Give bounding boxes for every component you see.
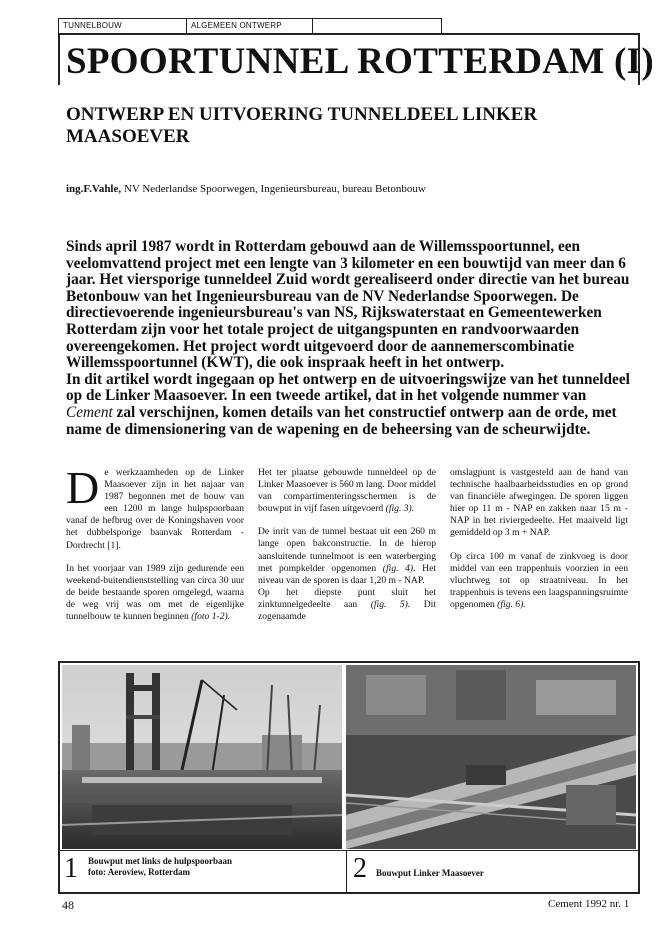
figure-reference-5: (fig. 5). [370, 598, 411, 610]
caption-1-line-1: Bouwput met links de hulpspoorbaan [88, 856, 233, 866]
drop-cap: D [66, 462, 100, 513]
caption-1 [88, 856, 338, 878]
author-line [66, 183, 426, 195]
figure-reference-6: (fig. 6). [497, 598, 526, 610]
journal-issue: Cement 1992 nr. 1 [548, 898, 630, 910]
caption-1-line-2: foto: Aeroview, Rotterdam [88, 867, 191, 877]
caption-1-number-text: 1 [64, 853, 78, 884]
column2-p1-text: Het ter plaatse gebouwde tunneldeel op de Linker Maasoever is 560 m lang. Door middel van compartimenteringsschermen is de bouwput in vijf fasen uitgevoerd [258, 467, 436, 515]
page-number: 48 [62, 898, 74, 912]
column2-p1 [258, 467, 436, 515]
author-name: ing.F.Vahle, [66, 183, 122, 195]
column3-p1: omslagpunt is vastgesteld aan de hand van technische haalbaarheidsstudies en op grond van financiële afwegingen. De sporen liggen hier op 11 m - NAP en zakken naar 15 m - NAP in het riviergedeelte. Het maaiveld ligt gemiddeld op 3 m + NAP. [450, 467, 628, 539]
section-tab-algemeen-ontwerp: ALGEMEEN ONTWERP [187, 19, 313, 33]
column2-p2 [258, 526, 436, 586]
caption-2-number-text: 2 [353, 853, 367, 884]
photo-construction-pit-aerial [346, 665, 636, 849]
column3-p2-text: Op circa 100 m vanaf de zinkvoeg is door middel van een trappenhuis voorzien in een vluchtweg tot op straatniveau. In het trappenhuis is tevens een laagspanningsruimte opgenomen [450, 550, 628, 610]
column2-p3 [258, 587, 436, 623]
figure-reference-3: (fig. 3). [385, 503, 415, 515]
column1-p2-text: In het voorjaar van 1989 zijn gedurende een weekend-buitendienststelling van circa 30 uur de beide bestaande sporen omgelegd, waarna de weg vrij was om met de eigenlijke tunnelbouw te kunnen beginnen [66, 562, 244, 623]
lead-p2-text-a: In dit artikel wordt ingegaan op het ontwerp en de uitvoeringswijze van het tunneldeel op de Linker Maasoever. In een tweede artikel, dat in het volgende nummer van [66, 370, 630, 405]
caption-2-line-1: Bouwput Linker Maasoever [376, 868, 484, 878]
photo-construction-pit-left [62, 665, 342, 849]
article-title: SPOORTUNNEL ROTTERDAM (I) [66, 41, 654, 82]
photo-2-image [346, 665, 636, 849]
lead-p2 [66, 372, 632, 438]
author-affiliation: NV Nederlandse Spoorwegen, Ingenieursbureau, bureau Betonbouw [123, 183, 426, 195]
column1-p1-text: e werkzaamheden op de Linker Maasoever zijn in het najaar van 1987 begonnen met de bouw van een 1200 m lange hulpspoorbaan vanaf de hefbrug over de Koningshaven voor het dubbelsporige baanvak Rotterdam - Dordrecht [1]. [66, 467, 244, 551]
lead-p2-text-b: zal verschijnen, komen details van het constructief ontwerp aan de orde, met name de dimensionering van de wapening en de beheersing van de scheurwijdte. [66, 403, 617, 438]
column2-p3-text-b: Dit zogenaamde [258, 598, 436, 623]
section-tabs [58, 18, 442, 34]
column1-p1 [66, 462, 244, 552]
photo-1-image [62, 665, 342, 849]
journal-name-italic: Cement [66, 403, 113, 421]
caption-2-number [353, 855, 367, 883]
column2-p2-text-a: De inrit van de tunnel bestaat uit een 260 m lange open bakconstructie. In de hierop aansluitende tunnelmoot is een waterberging met pompkelder opgenomen [258, 526, 436, 574]
column1-p2 [66, 563, 244, 623]
caption-divider [346, 850, 347, 892]
body-column-3 [450, 467, 628, 622]
caption-2 [376, 868, 626, 879]
body-column-2 [258, 467, 436, 634]
figure-reference-4: (fig. 4). [382, 562, 416, 574]
article-subtitle: ONTWERP EN UITVOERING TUNNELDEEL LINKER MAASOEVER [66, 104, 538, 147]
body-column-1 [66, 462, 244, 634]
caption-1-number [64, 855, 78, 883]
section-tab-tunnelbouw: TUNNELBOUW [59, 19, 187, 33]
photo-reference: (foto 1-2). [191, 611, 231, 623]
column2-p3-text-a: Op het diepste punt sluit het zinktunnelgedeelte aan [258, 586, 436, 610]
section-tab-empty [313, 19, 441, 33]
column2-p2-text-b: Het niveau van de sporen is daar 1,20 m - NAP. [258, 562, 436, 586]
lead-p1: Sinds april 1987 wordt in Rotterdam gebouwd aan de Willemsspoortunnel, een veelomvattend project met een lengte van 3 kilometer en een bouwtijd van meer dan 6 jaar. Het viersporige tunneldeel Zuid wordt gerealiseerd onder directie van het bureau Betonbouw van het Ingenieursbureau van de NV Nederlandse Spoorwegen. De directievoerende ingenieursbureau's van NS, Rijkswaterstaat en Gemeentewerken Rotterdam zijn voor het totale project de uitgangspunten en randvoorwaarden overeengekomen. Het project wordt uitgevoerd door de aannemerscombinatie Willemsspoortunnel (KWT), die ook inspraak heeft in het ontwerp. [66, 238, 630, 372]
lead-paragraph [66, 239, 632, 438]
column3-p2 [450, 551, 628, 611]
